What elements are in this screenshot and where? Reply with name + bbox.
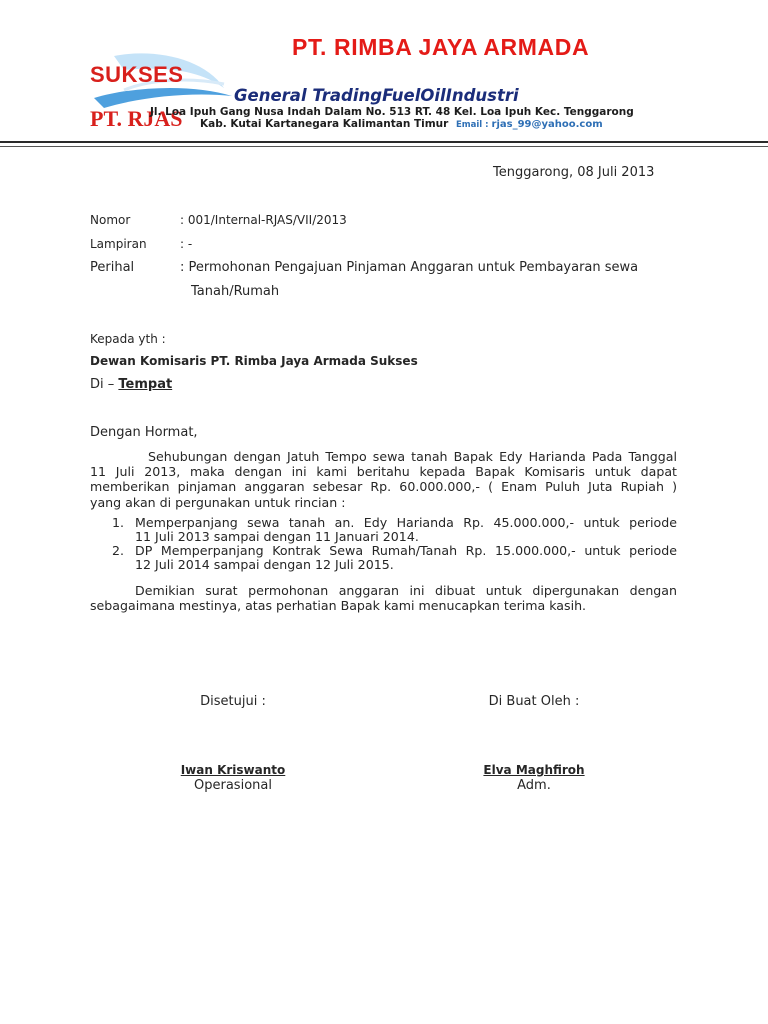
list-item-number: 1. xyxy=(112,515,125,530)
email-value: rjas_99@yahoo.com xyxy=(491,119,603,130)
perihal-value-line-2: Tanah/Rumah xyxy=(191,284,280,299)
paragraph-line: Sehubungan dengan Jatuh Tempo sewa tanah Bapak Edy Harianda Pada Tanggal xyxy=(148,449,677,464)
logo-sukses-text: SUKSES xyxy=(90,62,184,87)
letterhead-divider-thick xyxy=(0,141,768,143)
address-line-2-text: Kab. Kutai Kartanegara Kalimantan Timur xyxy=(200,118,449,130)
closing-line: Demikian surat permohonan anggaran ini dibuat untuk dipergunakan dengan xyxy=(135,583,677,598)
di-prefix: Di – xyxy=(90,377,119,392)
email xyxy=(456,120,603,130)
address-line-2 xyxy=(200,118,603,130)
paragraph-line: yang akan di pergunakan untuk rincian : xyxy=(90,494,346,510)
signature-left-title: Operasional xyxy=(194,778,272,793)
company-tagline: General TradingFuelOilIndustri xyxy=(234,86,519,105)
signature-left-name: Iwan Kriswanto xyxy=(180,763,286,777)
detail-list xyxy=(112,516,677,572)
kepada-label: Kepada yth : xyxy=(90,332,166,346)
place-date: Tenggarong, 08 Juli 2013 xyxy=(493,165,655,180)
list-item-line: DP Memperpanjang Kontrak Sewa Rumah/Tanah Rp. 15.000.000,- untuk periode xyxy=(135,543,677,558)
recipient: Dewan Komisaris PT. Rimba Jaya Armada Sukses xyxy=(90,354,418,368)
list-item-line: Memperpanjang sewa tanah an. Edy Harianda Rp. 45.000.000,- untuk periode xyxy=(135,515,677,530)
signature-left-label: Disetujui : xyxy=(200,694,266,709)
lampiran-label: Lampiran xyxy=(90,237,147,251)
list-item xyxy=(112,516,677,544)
letterhead-divider-thin xyxy=(0,146,768,147)
salutation: Dengan Hormat, xyxy=(90,425,198,440)
lampiran-value: : - xyxy=(180,237,193,251)
nomor-value: : 001/Internal-RJAS/VII/2013 xyxy=(180,213,347,227)
paragraph-line: memberikan pinjaman anggaran sebesar Rp. 60.000.000,- ( Enam Puluh Juta Rupiah ) xyxy=(90,479,677,495)
list-item-line: 11 Juli 2013 sampai dengan 11 Januari 2014. xyxy=(135,529,419,544)
signature-right xyxy=(454,694,614,794)
perihal-label: Perihal xyxy=(90,260,135,275)
di-place: Tempat xyxy=(118,377,173,392)
signature-right-name: Elva Maghfiroh xyxy=(483,763,585,777)
signature-right-label: Di Buat Oleh : xyxy=(488,694,580,709)
recipient-place xyxy=(90,377,172,392)
closing-paragraph xyxy=(90,583,677,613)
company-name: PT. RIMBA JAYA ARMADA xyxy=(292,34,590,60)
list-item xyxy=(112,544,677,572)
email-label: Email : xyxy=(455,120,492,130)
body-paragraph xyxy=(90,449,677,510)
list-item-line: 12 Juli 2014 sampai dengan 12 Juli 2015. xyxy=(135,557,394,572)
closing-line: sebagaimana mestinya, atas perhatian Bapak kami menucapkan terima kasih. xyxy=(90,598,587,614)
nomor-label: Nomor xyxy=(90,213,131,227)
signature-left xyxy=(153,694,313,794)
list-item-number: 2. xyxy=(112,543,125,558)
perihal-value-line-1: : Permohonan Pengajuan Pinjaman Anggaran untuk Pembayaran sewa xyxy=(180,260,639,275)
signature-right-title: Adm. xyxy=(517,778,551,793)
paragraph-line: 11 Juli 2013, maka dengan ini kami beritahu kepada Bapak Komisaris untuk dapat xyxy=(90,464,677,480)
address-line-1: Jl. Loa Ipuh Gang Nusa Indah Dalam No. 513 RT. 48 Kel. Loa Ipuh Kec. Tenggarong xyxy=(150,106,634,118)
logo-rjas-text: PT. RJAS xyxy=(90,106,183,131)
